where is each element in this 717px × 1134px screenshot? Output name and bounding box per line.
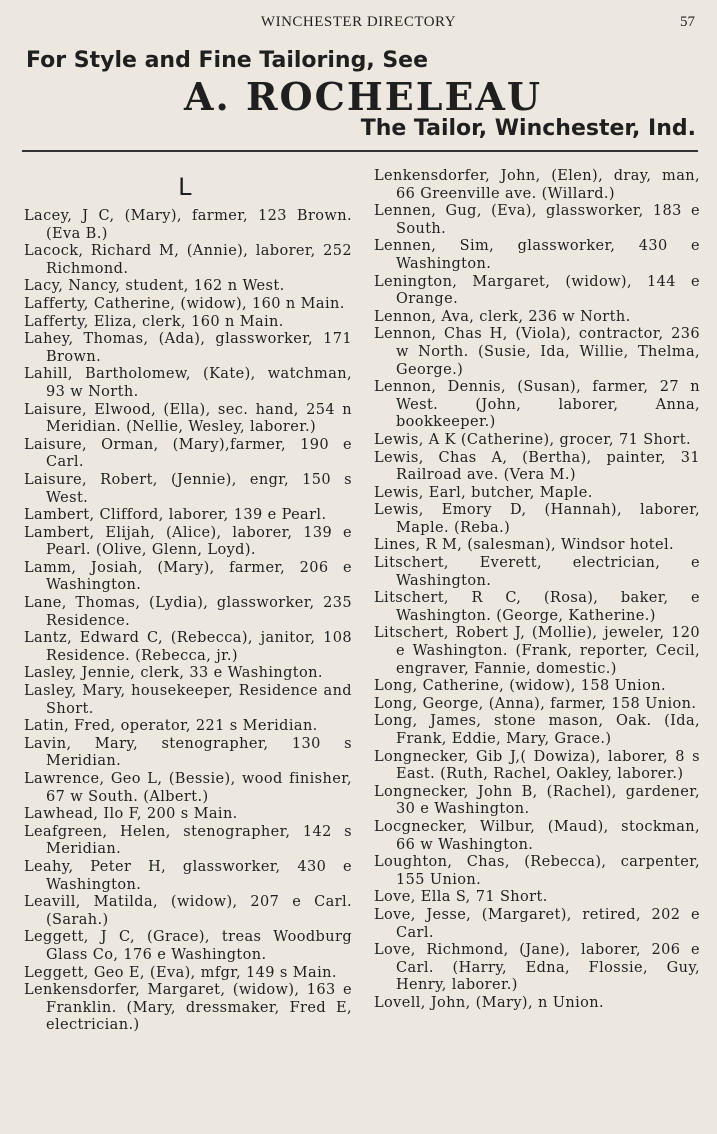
directory-entry: Lennon, Dennis, (Susan), farmer, 27 n West. (John, laborer, Anna, bookkeeper.) (374, 379, 700, 431)
directory-entry: Lambert, Elijah, (Alice), laborer, 139 e Pearl. (Olive, Glenn, Loyd). (24, 524, 352, 559)
directory-entry: Lawrence, Geo L, (Bessie), wood finisher, 67 w South. (Albert.) (24, 771, 352, 805)
directory-entry: Longnecker, John B, (Rachel), gardener, 30 e Washington. (374, 783, 700, 818)
directory-entry: Love, Richmond, (Jane), laborer, 206 e Carl. (Harry, Edna, Flossie, Guy, Henry, laborer.) (374, 942, 700, 994)
tailor-advertisement (22, 46, 698, 146)
directory-entry: Lafferty, Eliza, clerk, 160 n Main. (24, 313, 284, 330)
directory-entry: Litschert, Everett, electrician, e Washington. (374, 555, 700, 589)
header-rule (22, 150, 698, 152)
directory-entry: Lenington, Margaret, (widow), 144 e Orange. (374, 273, 700, 308)
directory-entry: Lenkensdorfer, John, (Elen), dray, man, 66 Greenville ave. (Willard.) (374, 168, 700, 202)
directory-entry: Lewis, A K (Catherine), grocer, 71 Short. (374, 431, 691, 448)
directory-entry: Lewis, Chas A, (Bertha), painter, 31 Railroad ave. (Vera M.) (374, 449, 700, 484)
directory-entry: Latin, Fred, operator, 221 s Meridian. (24, 718, 318, 735)
directory-entry: Litschert, R C, (Rosa), baker, e Washington. (George, Katherine.) (374, 590, 700, 624)
page-number: 57 (680, 14, 695, 30)
directory-entry: Lenkensdorfer, Margaret, (widow), 163 e Franklin. (Mary, dressmaker, Fred E, electrician.) (24, 982, 352, 1034)
directory-entry: Lacy, Nancy, student, 162 n West. (24, 278, 285, 295)
directory-entry: Lantz, Edward C, (Rebecca), janitor, 108 Residence. (Rebecca, jr.) (24, 630, 352, 664)
directory-entry: Lamm, Josiah, (Mary), farmer, 206 e Washington. (24, 559, 352, 594)
directory-entry: Long, Catherine, (widow), 158 Union. (374, 678, 666, 695)
directory-entry: Lasley, Jennie, clerk, 33 e Washington. (24, 665, 323, 682)
ad-business-name: A. ROCHELEAU (184, 74, 543, 119)
directory-entry: Love, Ella S, 71 Short. (374, 889, 548, 906)
directory-entry: Lawhead, Ilo F, 200 s Main. (24, 806, 238, 823)
directory-entry: Lennon, Ava, clerk, 236 w North. (374, 308, 631, 325)
directory-entry: Laisure, Robert, (Jennie), engr, 150 s West. (24, 471, 352, 506)
directory-entry: Lovell, John, (Mary), n Union. (374, 994, 605, 1011)
directory-entry: Loughton, Chas, (Rebecca), carpenter, 155 Union. (374, 854, 700, 888)
directory-entry: Lasley, Mary, housekeeper, Residence and Short. (24, 683, 352, 717)
directory-entry: Leavill, Matilda, (widow), 207 e Carl. (Sarah.) (24, 894, 352, 928)
directory-entry: Lane, Thomas, (Lydia), glassworker, 235 Residence. (24, 595, 352, 629)
directory-entry: Lacey, J C, (Mary), farmer, 123 Brown. (Eva B.) (24, 208, 352, 242)
directory-entry: Leafgreen, Helen, stenographer, 142 s Meridian. (24, 823, 352, 858)
directory-entry: Leggett, J C, (Grace), treas Woodburg Glass Co, 176 e Washington. (24, 929, 352, 963)
directory-entry: Long, James, stone mason, Oak. (Ida, Frank, Eddie, Mary, Grace.) (374, 713, 700, 747)
directory-entry: Litschert, Robert J, (Mollie), jeweler, 120 e Washington. (Frank, reporter, Cecil, engraver, Fannie, domestic.) (374, 625, 700, 677)
directory-entry: Lacock, Richard M, (Annie), laborer, 252 Richmond. (24, 243, 352, 277)
ad-business-description: The Tailor, Winchester, Ind. (360, 116, 696, 141)
directory-entry: Love, Jesse, (Margaret), retired, 202 e Carl. (374, 906, 700, 941)
ad-tagline: For Style and Fine Tailoring, See (26, 48, 429, 73)
directory-entry: Longnecker, Gib J,( Dowiza), laborer, 8 s East. (Ruth, Rachel, Oakley, laborer.) (374, 748, 700, 783)
running-title: WINCHESTER DIRECTORY (260, 14, 457, 30)
directory-entry: Laisure, Elwood, (Ella), sec. hand, 254 n Meridian. (Nellie, Wesley, laborer.) (24, 401, 352, 436)
directory-entry: Lahill, Bartholomew, (Kate), watchman, 93 w North. (24, 366, 352, 400)
directory-entry: Lambert, Clifford, laborer, 139 e Pearl. (24, 507, 327, 524)
directory-entry: Lennen, Sim, glassworker, 430 e Washington. (374, 238, 700, 272)
directory-entry: Lines, R M, (salesman), Windsor hotel. (374, 537, 674, 554)
directory-entry: Leggett, Geo E, (Eva), mfgr, 149 s Main. (24, 964, 337, 981)
directory-entry: Lahey, Thomas, (Ada), glassworker, 171 Brown. (24, 331, 352, 365)
section-letter: L (178, 173, 192, 201)
right-column (374, 168, 700, 1013)
directory-entry: Leahy, Peter H, glassworker, 430 e Washington. (24, 858, 352, 893)
left-column (24, 168, 352, 1035)
directory-entry: Lennen, Gug, (Eva), glassworker, 183 e South. (374, 203, 700, 237)
running-head (0, 14, 717, 38)
directory-entry: Lafferty, Catherine, (widow), 160 n Main. (24, 295, 345, 312)
directory-entry: Locgnecker, Wilbur, (Maud), stockman, 66 w Washington. (374, 818, 700, 853)
directory-entry: Lennon, Chas H, (Viola), contractor, 236 w North. (Susie, Ida, Willie, Thelma, George.) (374, 326, 700, 378)
directory-entry: Lavin, Mary, stenographer, 130 s Meridian. (24, 735, 352, 770)
directory-entry: Long, George, (Anna), farmer, 158 Union. (374, 695, 697, 712)
directory-entry: Laisure, Orman, (Mary),farmer, 190 e Carl. (24, 436, 352, 471)
directory-entry: Lewis, Earl, butcher, Maple. (374, 484, 593, 501)
directory-entry: Lewis, Emory D, (Hannah), laborer, Maple. (Reba.) (374, 502, 700, 536)
